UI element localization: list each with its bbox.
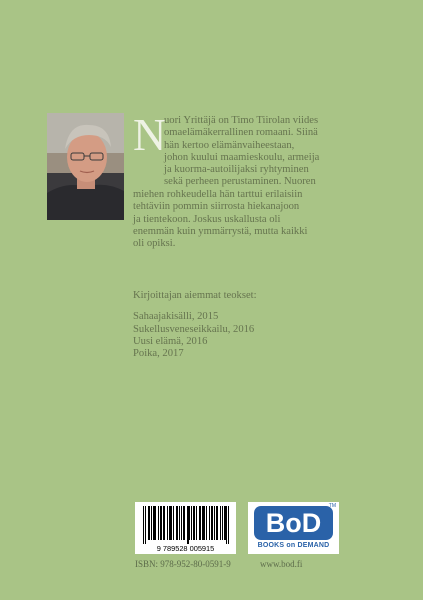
work-item: Sukellusveneseikkailu, 2016 [133,323,255,335]
barcode-bar [214,506,215,540]
barcode-bar [191,506,192,540]
barcode-bar [187,506,188,544]
barcode-bar [179,506,180,540]
barcode-bar [225,506,226,540]
barcode-bar [220,506,221,540]
work-item: Uusi elämä, 2016 [133,335,208,347]
blurb-continuation [133,189,403,250]
publisher-tagline: BOOKS on DEMAND [257,542,330,549]
barcode-bar [155,506,156,540]
barcode-bar [216,506,217,540]
work-item: Sahaajakisälli, 2015 [133,311,219,323]
author-photo [47,113,124,220]
barcode-bar [173,506,174,540]
barcode-bar [188,506,189,544]
bod-logo-badge [254,506,333,540]
barcode-bar [154,506,155,540]
barcode-bar [224,506,225,540]
barcode-bar [169,506,170,540]
blurb-line: omaelämäkerrallinen romaani. Siinä [164,127,318,139]
barcode-bar [177,506,178,540]
blurb-line: ja kuorma-autoilijaksi ryhtyminen [164,164,309,176]
barcode-bar [171,506,172,540]
barcode-bar [228,506,229,544]
trademark-mark: TM [328,503,336,509]
barcode-bar [170,506,171,540]
barcode-bar [194,506,195,540]
barcode-bar [206,506,207,540]
isbn-text: ISBN: 978-952-80-0591-9 [135,559,231,569]
blurb-line: tehtäviin pommin siirrosta hiekanajoon [133,201,300,213]
barcode-bar [183,506,184,540]
publisher-url: www.bod.fi [260,559,303,569]
dropcap-letter: N [133,109,167,160]
blurb-line: johon kuului maamieskoulu, armeija [164,151,320,163]
barcode-bar [164,506,165,540]
barcode-bar [226,506,227,544]
barcode-bar [222,506,223,540]
barcode-bar [199,506,200,540]
barcode-bar [211,506,212,540]
barcode-bar [148,506,149,540]
barcode-bar [203,506,204,540]
blurb-line: enemmän kuin ymmärrystä, mutta kaikki [133,225,308,237]
blurb-line: ja tientekoon. Joskus uskallusta oli [133,213,281,225]
barcode-bar [176,506,177,540]
barcode-bar [167,506,168,540]
blurb-intro [164,115,399,189]
blurb-line: miehen rohkeudella hän tarttui erilaisiin [133,189,303,200]
barcode-bar [158,506,159,540]
barcode-bar [184,506,185,540]
barcode-bar [189,506,190,540]
blurb-line: sekä perheen perustaminen. Nuoren [164,176,316,188]
barcode-bar [212,506,213,540]
barcode-digits: 9 789528 005915 [156,544,215,553]
barcode-bar [204,506,205,540]
blurb-line: oli opiksi. [133,238,176,250]
barcode-bar [202,506,203,540]
work-item: Poika, 2017 [133,348,184,360]
blurb-line: uori Yrittäjä on Timo Tiirolan viides [164,115,319,126]
barcode-bar [181,506,182,540]
barcode-bar [209,506,210,540]
barcode-bar [160,506,161,540]
barcode-bar [153,506,154,540]
barcode-bar [143,506,144,544]
barcode-bar [151,506,152,540]
publisher-logo [248,502,339,554]
barcode-bar [145,506,146,544]
previous-works-heading: Kirjoittajan aiemmat teokset: [133,290,257,301]
barcode-bar [196,506,197,540]
barcode-bar [193,506,194,540]
previous-works [133,290,403,360]
barcode-bar [200,506,201,540]
bod-logo-text: BoD [265,508,322,538]
barcode-bar [163,506,164,540]
isbn-barcode [135,502,236,554]
blurb-line: hän kertoo elämänvaiheestaan, [164,139,295,151]
barcode-bar [161,506,162,540]
barcode-bar [217,506,218,540]
barcode-bar [149,506,150,540]
